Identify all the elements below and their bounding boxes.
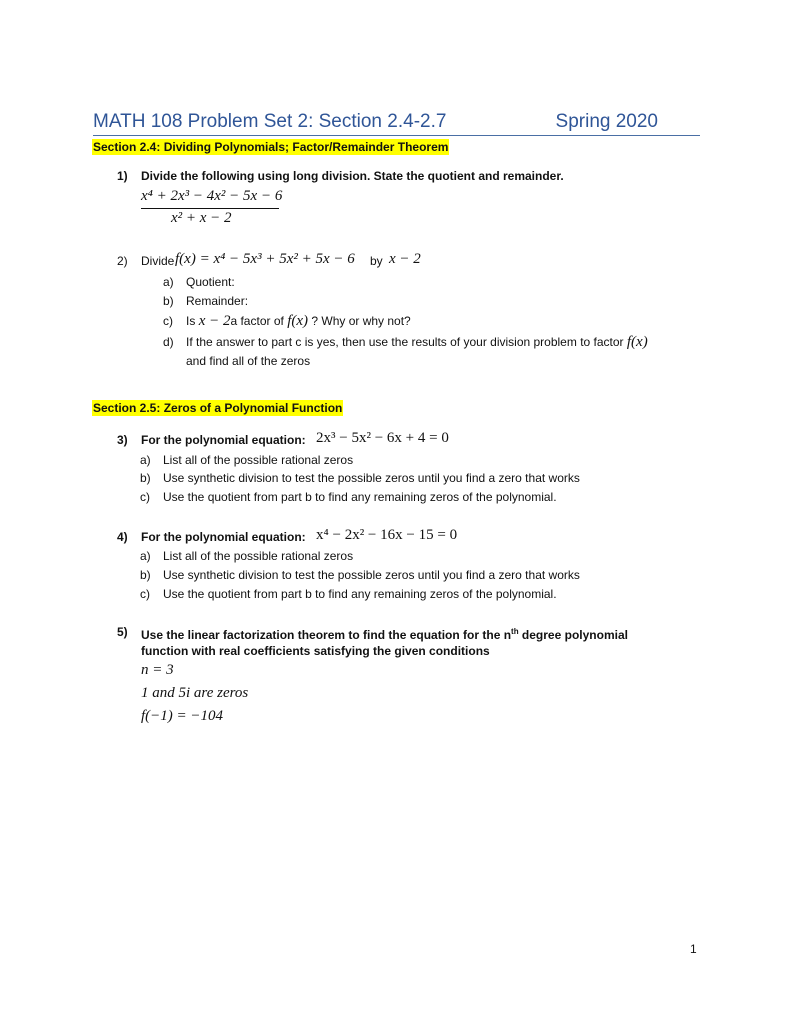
question-5-line1-post: degree polynomial: [518, 628, 628, 642]
question-2: [117, 251, 421, 269]
part-letter: c): [140, 490, 150, 504]
part-letter: a): [140, 549, 151, 563]
part-text: Use synthetic division to test the possible zeros until you find a zero that works: [163, 568, 580, 582]
part-text: a factor of: [230, 314, 284, 328]
question-5-condition-degree: n = 3: [141, 662, 174, 678]
part-text: Use the quotient from part b to find any remaining zeros of the polynomial.: [163, 490, 557, 504]
document-term: Spring 2020: [555, 111, 658, 132]
question-5: [117, 624, 628, 642]
part-letter: c): [140, 587, 150, 601]
fraction-denominator: x² + x − 2: [171, 210, 232, 226]
question-1-text: Divide the following using long division. State the quotient and remainder.: [141, 169, 564, 183]
question-5-line2: function with real coefficients satisfying the given conditions: [141, 644, 490, 658]
question-3-lead: For the polynomial equation:: [141, 433, 306, 447]
question-3: [117, 430, 449, 448]
question-4-number: 4): [117, 530, 128, 544]
page-number: 1: [690, 942, 697, 956]
question-2-by: by: [370, 254, 383, 268]
question-4-part-c: [140, 586, 557, 602]
question-2-lead: Divide: [141, 254, 175, 268]
question-3-part-b: [140, 470, 580, 486]
part-c-expression: x − 2: [198, 313, 231, 329]
question-5-line1-pre: Use the linear factorization theorem to find the equation for the n: [141, 628, 512, 642]
part-text: Use the quotient from part b to find any remaining zeros of the polynomial.: [163, 587, 557, 601]
question-2-expression: f(x) = x⁴ − 5x³ + 5x² + 5x − 6: [175, 251, 355, 267]
document-title: MATH 108 Problem Set 2: Section 2.4-2.7: [93, 111, 447, 132]
part-text: Is: [186, 314, 196, 328]
part-c-function: f(x): [287, 313, 309, 329]
page-header: [93, 111, 700, 136]
part-letter: b): [140, 568, 151, 582]
question-4-lead: For the polynomial equation:: [141, 530, 306, 544]
question-2-part-b: [163, 293, 248, 309]
question-5-condition-zeros: 1 and 5i are zeros: [141, 685, 249, 701]
part-text: Remainder:: [186, 294, 249, 308]
question-4-part-a: [140, 548, 353, 564]
section-heading-2-5: Section 2.5: Zeros of a Polynomial Function: [93, 401, 343, 415]
section-heading-2-4: Section 2.4: Dividing Polynomials; Factor/Remainder Theorem: [93, 140, 449, 154]
question-5-number: 5): [117, 625, 128, 639]
part-letter: d): [163, 335, 174, 349]
question-2-part-c: [163, 313, 411, 329]
part-letter: a): [140, 453, 151, 467]
part-text: ? Why or why not?: [311, 314, 411, 328]
question-3-part-a: [140, 452, 353, 468]
question-4-equation: x⁴ − 2x² − 16x − 15 = 0: [316, 527, 458, 543]
question-2-part-d-line2: and find all of the zeros: [186, 354, 311, 368]
question-3-number: 3): [117, 433, 128, 447]
part-letter: b): [163, 294, 174, 308]
fraction-numerator: x⁴ + 2x³ − 4x² − 5x − 6: [141, 188, 283, 204]
question-1: [117, 168, 564, 184]
part-letter: c): [163, 314, 173, 328]
question-2-part-d: [163, 334, 648, 350]
part-d-function: f(x): [626, 334, 648, 350]
question-1-number: 1): [117, 169, 128, 183]
question-3-equation: 2x³ − 5x² − 6x + 4 = 0: [316, 430, 449, 446]
fraction-bar: [141, 208, 279, 209]
question-5-line1: [141, 624, 628, 643]
question-3-part-c: [140, 489, 557, 505]
question-4-part-b: [140, 567, 580, 583]
part-text: If the answer to part c is yes, then use the results of your division problem to factor: [186, 335, 624, 349]
part-text: Quotient:: [186, 275, 235, 289]
part-letter: a): [163, 275, 174, 289]
part-text: Use synthetic division to test the possible zeros until you find a zero that works: [163, 471, 580, 485]
question-5-condition-value: f(−1) = −104: [141, 708, 224, 724]
part-letter: b): [140, 471, 151, 485]
question-5-superscript: th: [511, 627, 519, 636]
part-text: List all of the possible rational zeros: [163, 453, 354, 467]
question-2-divisor: x − 2: [389, 251, 421, 267]
part-text: List all of the possible rational zeros: [163, 549, 354, 563]
question-2-number: 2): [117, 254, 128, 268]
question-2-part-a: [163, 274, 235, 290]
question-4: [117, 527, 458, 545]
